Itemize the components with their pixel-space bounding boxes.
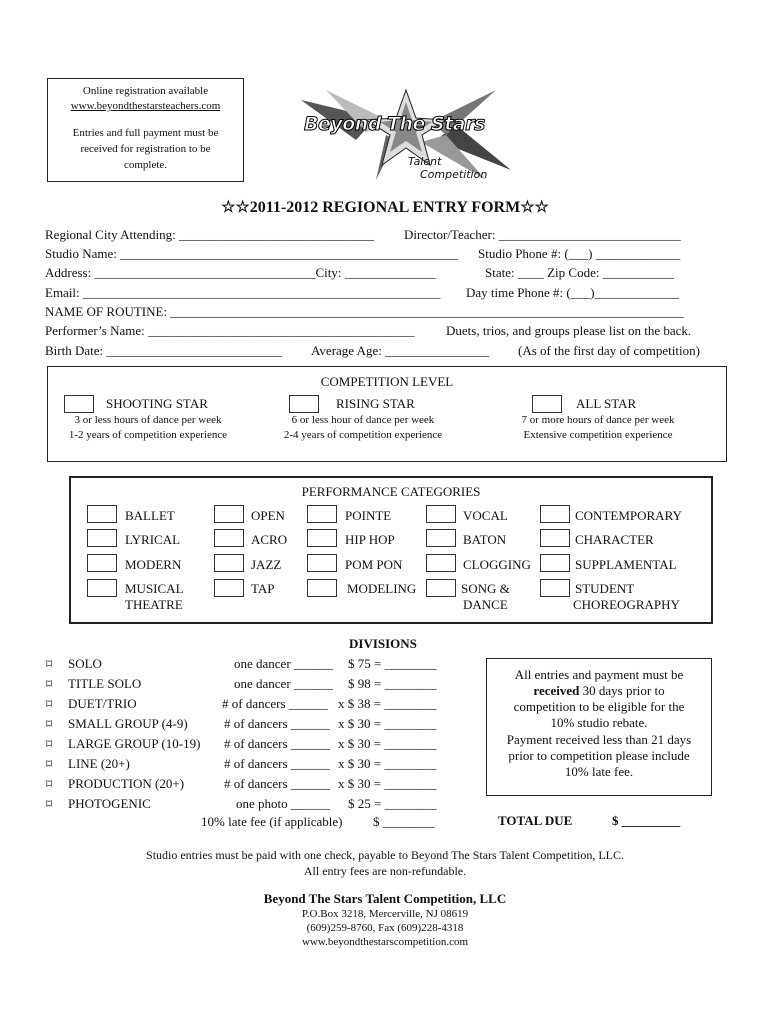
company-phone: (609)259-8760, Fax (609)228-4318 — [306, 922, 464, 934]
rising-star-desc-1: 6 or less hour of dance per week — [291, 414, 435, 426]
contemporary-checkbox[interactable] — [540, 505, 570, 523]
student-choreography-label-1: STUDENT — [575, 581, 635, 596]
division-price[interactable]: x $ 30 = ________ — [338, 756, 437, 771]
payment-note-line-2 — [487, 683, 711, 699]
notice-line-5: complete. — [123, 159, 168, 171]
tap-checkbox[interactable] — [214, 579, 244, 597]
studio-name-field[interactable]: Studio Name: ____________________________________________________ — [45, 246, 459, 261]
division-name: SMALL GROUP (4-9) — [68, 716, 188, 731]
all-star-checkbox[interactable] — [532, 395, 562, 413]
division-quantity[interactable]: # of dancers ______ — [224, 716, 330, 731]
total-due-field[interactable]: $ _________ — [612, 813, 681, 828]
shooting-star-label: SHOOTING STAR — [106, 396, 208, 411]
division-bullet-icon: ⌑ — [46, 757, 53, 771]
competition-level-heading: COMPETITION LEVEL — [320, 374, 454, 389]
routine-name-field[interactable]: NAME OF ROUTINE: _______________________________________________________________________________ — [45, 304, 684, 319]
vocal-label: VOCAL — [463, 508, 508, 523]
jazz-checkbox[interactable] — [214, 554, 244, 572]
logo-subtitle-talent: Talent — [408, 155, 442, 168]
open-label: OPEN — [251, 508, 285, 523]
company-website-link[interactable]: www.beyondthestarscompetition.com — [301, 936, 469, 948]
divisions-heading: DIVISIONS — [349, 636, 417, 651]
division-name: LINE (20+) — [68, 756, 130, 771]
division-price[interactable]: $ 25 = ________ — [348, 796, 437, 811]
pointe-checkbox[interactable] — [307, 505, 337, 523]
group-list-note: Duets, trios, and groups please list on the back. — [446, 323, 692, 338]
rising-star-label: RISING STAR — [336, 396, 415, 411]
division-quantity[interactable]: # of dancers ______ — [224, 736, 330, 751]
division-price[interactable]: x $ 30 = ________ — [338, 736, 437, 751]
modern-checkbox[interactable] — [87, 554, 117, 572]
pom-pon-label: POM PON — [345, 557, 403, 572]
character-label: CHARACTER — [575, 532, 654, 547]
division-quantity[interactable]: one photo ______ — [236, 796, 330, 811]
baton-label: BATON — [463, 532, 507, 547]
performer-name-field[interactable]: Performer’s Name: _________________________________________ — [45, 323, 415, 338]
clogging-checkbox[interactable] — [426, 554, 456, 572]
modeling-checkbox[interactable] — [307, 579, 337, 597]
division-quantity[interactable]: one dancer ______ — [234, 676, 333, 691]
division-price[interactable]: x $ 30 = ________ — [338, 716, 437, 731]
address-city-field[interactable]: Address: __________________________________City: ______________ — [45, 265, 436, 280]
birth-date-field[interactable]: Birth Date: ___________________________ — [45, 343, 282, 358]
average-age-field[interactable]: Average Age: ________________ — [311, 343, 490, 358]
payment-note-line-4: 10% studio rebate. — [550, 715, 648, 730]
late-fee-label: 10% late fee (if applicable) — [201, 814, 343, 829]
division-name: LARGE GROUP (10-19) — [68, 736, 201, 751]
character-checkbox[interactable] — [540, 529, 570, 547]
logo-subtitle-competition: Competition — [420, 168, 488, 181]
logo-title: Beyond The Stars — [304, 113, 485, 135]
jazz-label: JAZZ — [251, 557, 282, 572]
division-name: PRODUCTION (20+) — [68, 776, 185, 791]
division-quantity[interactable]: # of dancers ______ — [222, 696, 328, 711]
non-refundable-note: All entry fees are non-refundable. — [303, 864, 467, 878]
musical-theatre-checkbox[interactable] — [87, 579, 117, 597]
musical-theatre-label-2: THEATRE — [125, 597, 183, 612]
pom-pon-checkbox[interactable] — [307, 554, 337, 572]
payment-note-line-7: 10% late fee. — [564, 764, 634, 779]
acro-label: ACRO — [251, 532, 288, 547]
company-logo — [296, 80, 516, 185]
division-name: TITLE SOLO — [68, 676, 142, 691]
ballet-checkbox[interactable] — [87, 505, 117, 523]
modern-label: MODERN — [125, 557, 182, 572]
daytime-phone-field[interactable]: Day time Phone #: (___)_____________ — [466, 285, 680, 300]
email-field[interactable]: Email: _______________________________________________________ — [45, 285, 441, 300]
director-teacher-field[interactable]: Director/Teacher: ____________________________ — [404, 227, 681, 242]
company-address: P.O.Box 3218, Mercerville, NJ 08619 — [301, 908, 469, 920]
notice-line-1: Online registration available — [82, 85, 209, 97]
lyrical-checkbox[interactable] — [87, 529, 117, 547]
tap-label: TAP — [251, 581, 275, 596]
payment-note-line-3: competition to be eligible for the — [513, 699, 685, 714]
lyrical-label: LYRICAL — [125, 532, 181, 547]
division-bullet-icon: ⌑ — [46, 717, 53, 731]
late-fee-amount[interactable]: $ ________ — [373, 814, 435, 829]
division-name: PHOTOGENIC — [68, 796, 151, 811]
hip-hop-label: HIP HOP — [345, 532, 395, 547]
payment-note-line-1: All entries and payment must be — [514, 667, 684, 682]
division-price[interactable]: $ 75 = ________ — [348, 656, 437, 671]
musical-theatre-label-1: MUSICAL — [125, 581, 184, 596]
baton-checkbox[interactable] — [426, 529, 456, 547]
performance-categories-heading: PERFORMANCE CATEGORIES — [301, 484, 481, 499]
total-due-label: TOTAL DUE — [498, 813, 573, 828]
performance-categories-box — [69, 476, 713, 624]
division-quantity[interactable]: # of dancers ______ — [224, 756, 330, 771]
hip-hop-checkbox[interactable] — [307, 529, 337, 547]
payment-instruction: Studio entries must be paid with one check, payable to Beyond The Stars Talent Competition, LLC. — [146, 848, 624, 862]
rising-star-checkbox[interactable] — [289, 395, 319, 413]
division-bullet-icon: ⌑ — [46, 657, 53, 671]
modeling-label: MODELING — [347, 581, 417, 596]
division-bullet-icon: ⌑ — [46, 777, 53, 791]
competition-level-box — [47, 366, 727, 462]
song-dance-label-1: SONG & — [461, 581, 510, 596]
pointe-label: POINTE — [345, 508, 392, 523]
ballet-label: BALLET — [125, 508, 175, 523]
acro-checkbox[interactable] — [214, 529, 244, 547]
division-name: DUET/TRIO — [68, 696, 137, 711]
all-star-desc-1: 7 or more hours of dance per week — [521, 414, 675, 426]
registration-url-link[interactable]: www.beyondthestarsteachers.com — [70, 100, 221, 112]
all-star-desc-2: Extensive competition experience — [523, 429, 673, 441]
student-choreography-label-2: CHOREOGRAPHY — [573, 597, 680, 612]
shooting-star-desc-2: 1-2 years of competition experience — [68, 429, 228, 441]
division-bullet-icon: ⌑ — [46, 697, 53, 711]
state-zip-field[interactable]: State: ____ Zip Code: ___________ — [485, 265, 675, 280]
regional-city-field[interactable]: Regional City Attending: ______________________________ — [45, 227, 374, 242]
page-title: ☆☆2011-2012 REGIONAL ENTRY FORM☆☆ — [221, 199, 549, 216]
payment-note-days: 30 days prior to — [579, 683, 665, 698]
division-quantity[interactable]: one dancer ______ — [234, 656, 333, 671]
division-name: SOLO — [68, 656, 102, 671]
shooting-star-checkbox[interactable] — [64, 395, 94, 413]
contemporary-label: CONTEMPORARY — [575, 508, 682, 523]
division-price[interactable]: x $ 38 = ________ — [338, 696, 437, 711]
vocal-checkbox[interactable] — [426, 505, 456, 523]
open-checkbox[interactable] — [214, 505, 244, 523]
division-price[interactable]: $ 98 = ________ — [348, 676, 437, 691]
division-bullet-icon: ⌑ — [46, 677, 53, 691]
payment-note-line-6: prior to competition please include — [508, 748, 690, 763]
age-as-of-note: (As of the first day of competition) — [518, 343, 700, 358]
division-bullet-icon: ⌑ — [46, 737, 53, 751]
clogging-label: CLOGGING — [463, 557, 531, 572]
all-star-label: ALL STAR — [576, 396, 637, 411]
division-price[interactable]: x $ 30 = ________ — [338, 776, 437, 791]
rising-star-desc-2: 2-4 years of competition experience — [283, 429, 443, 441]
supplamental-label: SUPPLAMENTAL — [575, 557, 677, 572]
company-name: Beyond The Stars Talent Competition, LLC — [263, 891, 507, 906]
payment-note-received: received — [533, 683, 580, 698]
payment-note-line-5: Payment received less than 21 days — [506, 732, 692, 747]
shooting-star-desc-1: 3 or less hours of dance per week — [74, 414, 222, 426]
payment-terms-box — [486, 658, 712, 796]
notice-line-4: received for registration to be — [80, 143, 211, 155]
song-dance-checkbox[interactable] — [426, 579, 456, 597]
student-choreography-checkbox[interactable] — [540, 579, 570, 597]
division-bullet-icon: ⌑ — [46, 797, 53, 811]
supplamental-checkbox[interactable] — [540, 554, 570, 572]
notice-line-3: Entries and full payment must be — [72, 127, 219, 139]
studio-phone-field[interactable]: Studio Phone #: (___) _____________ — [478, 246, 681, 261]
song-dance-label-2: DANCE — [463, 597, 508, 612]
registration-notice-box — [47, 78, 244, 182]
division-quantity[interactable]: # of dancers ______ — [224, 776, 330, 791]
